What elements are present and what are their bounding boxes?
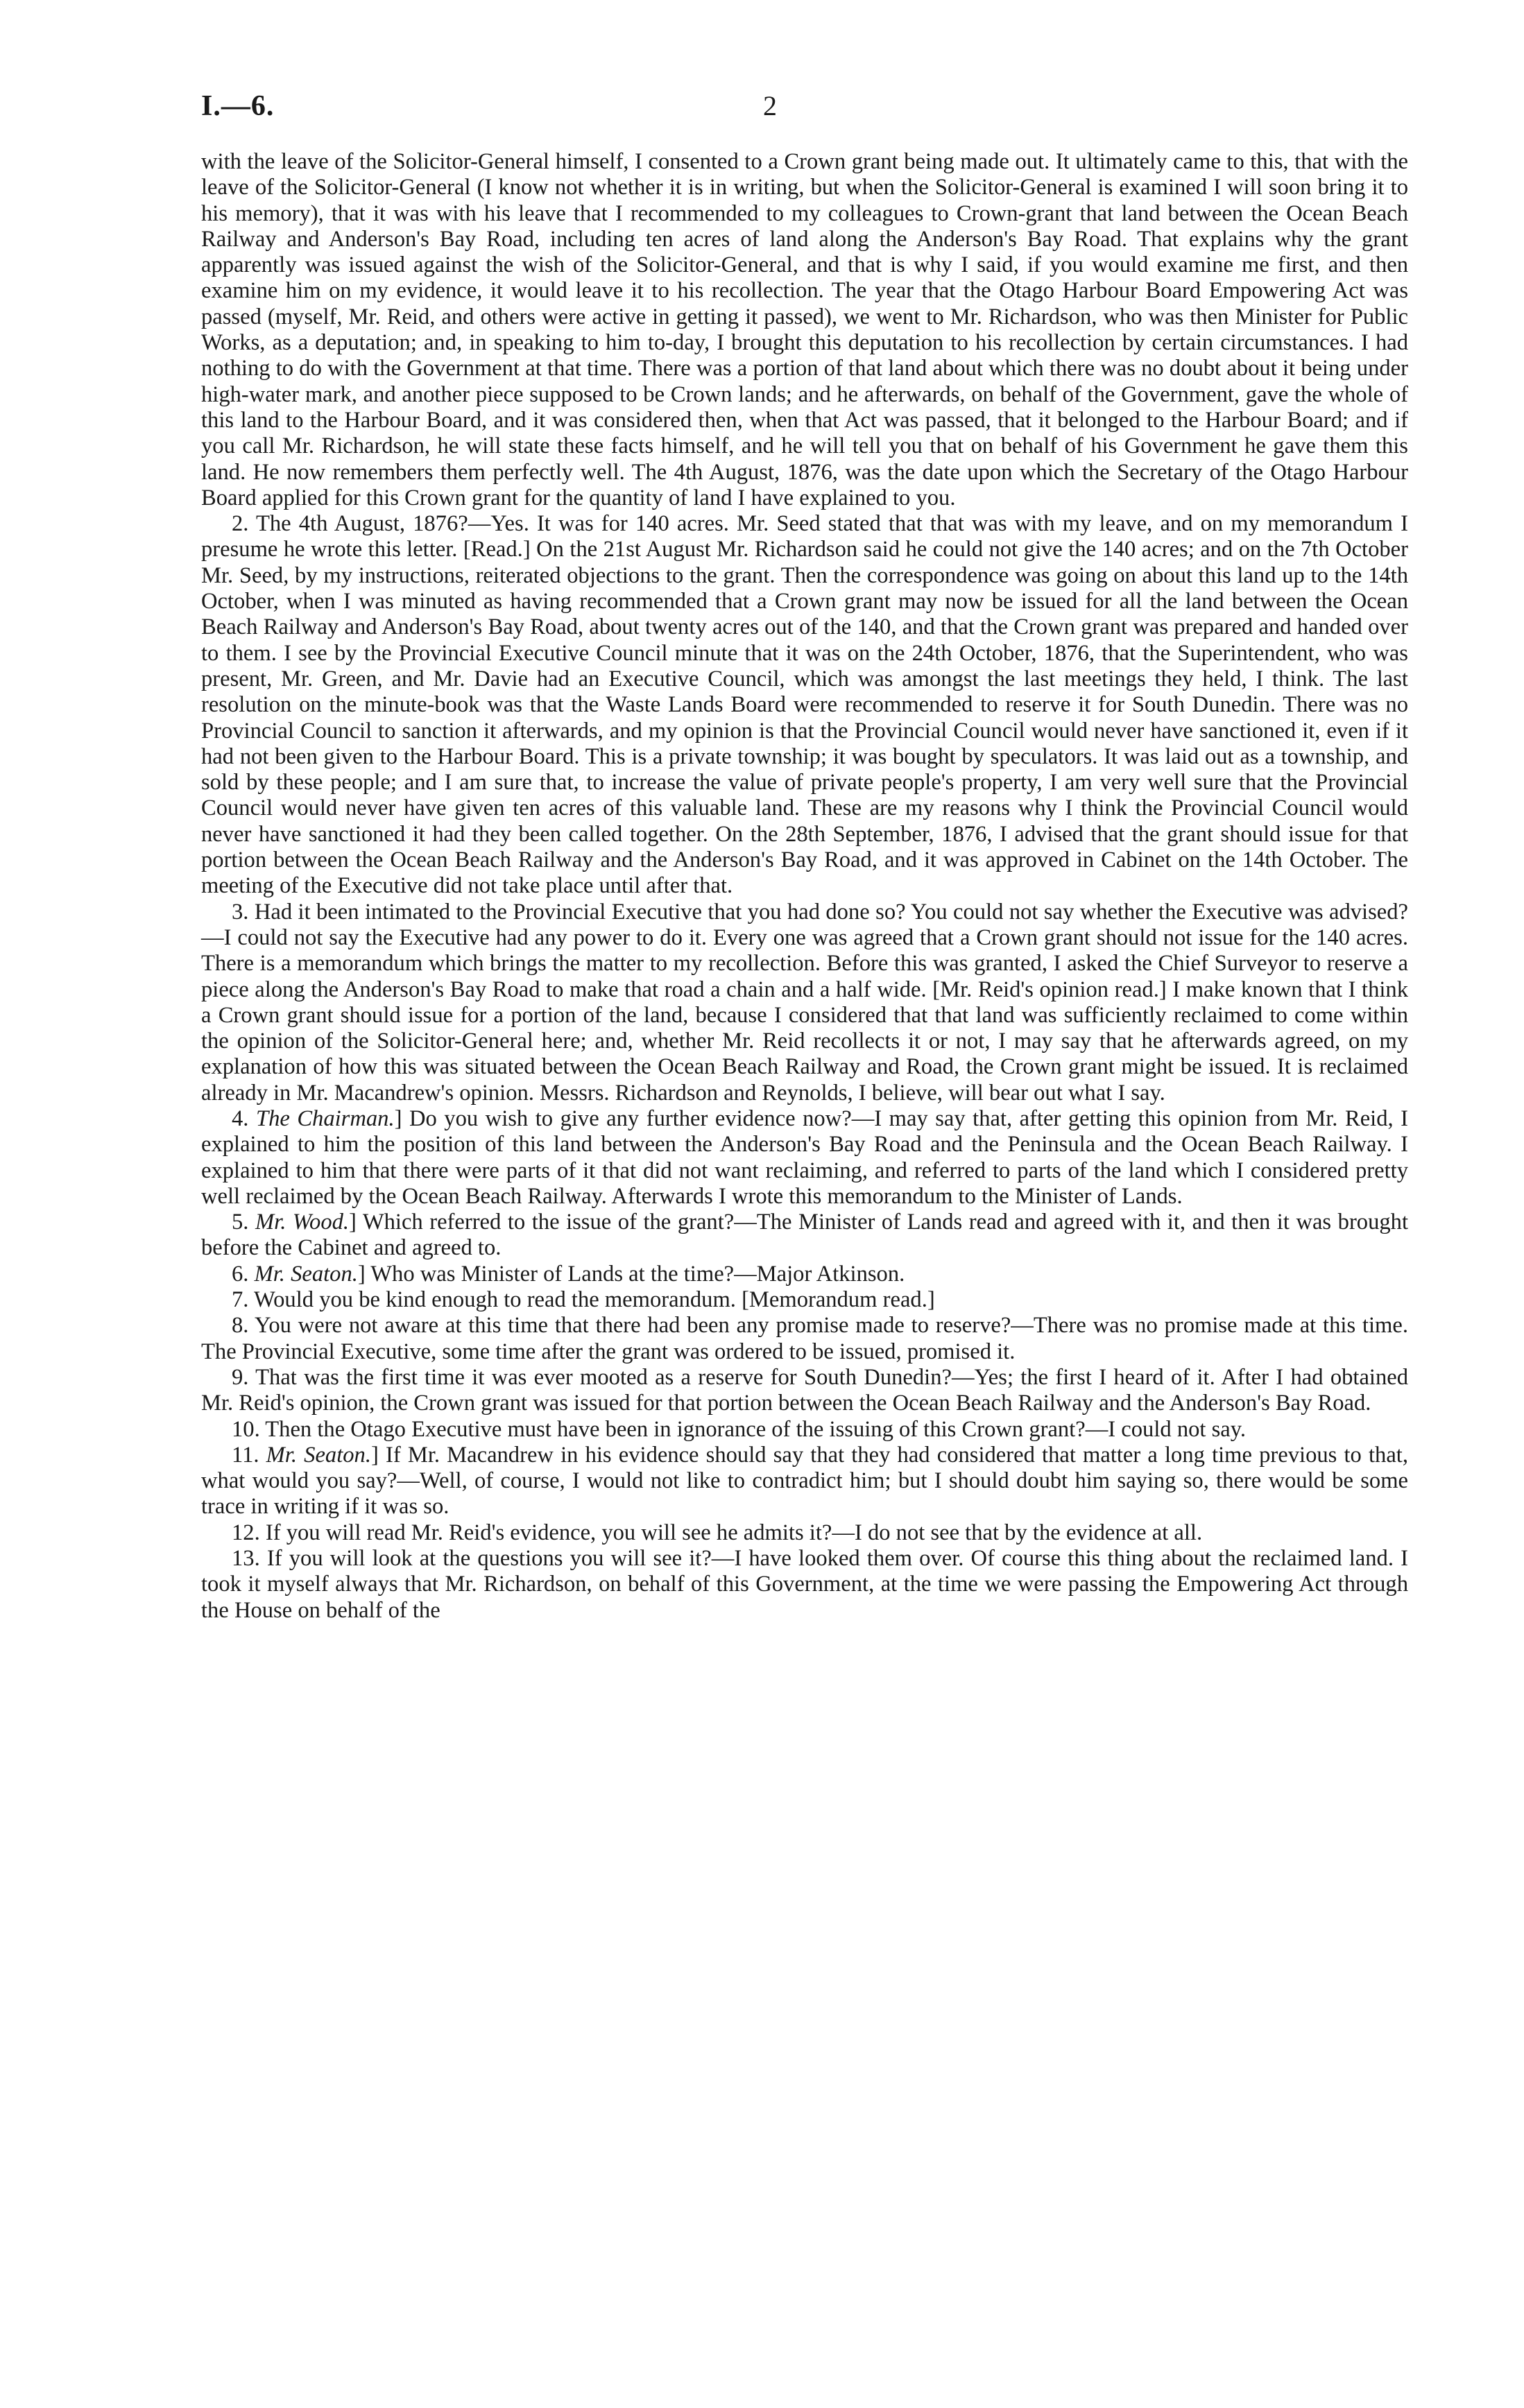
question-2: 2. The 4th August, 1876?—Yes. It was for 140 acres. Mr. Seed stated that that was with my leave, and on my memorandum I presume he wrote this letter. [Read.] On the 21st August Mr. Richardson said he could not give the 140 acres; and on the 7th October Mr. Seed, by my instructions, reiterated objections to the grant. Then the correspondence was going on about this land up to the 14th October, when I was minuted as having recommended that a Crown grant may now be issued for all the land between the Ocean Beach Railway and Anderson's Bay Road, about twenty acres out of the 140, and that the Crown grant was prepared and handed over to them. I see by the Provincial Executive Council minute that it was on the 24th October, 1876, that the Superintendent, who was present, Mr. Green, and Mr. Davie had an Executive Council, which was amongst the last meetings they held, I think. The last resolution on the minute-book was that the Waste Lands Board were recommended to reserve it for South Dunedin. There was no Provincial Council to sanction it afterwards, and my opinion is that the Provincial Council would never have sanctioned it, even if it had not been given to the Harbour Board. This is a private township; it was bought by speculators. It was laid out as a township, and sold by these people; and I am sure that, to increase the value of private people's property, I am very well sure that the Provincial Council would never have given ten acres of this valuable land. These are my reasons why I think the Provincial Council would never have sanctioned it had they been called together. On the 28th September, 1876, I advised that the grant should issue for that portion between the Ocean Beach Railway and the Anderson's Bay Road, and it was approved in Cabinet on the 14th October. The meeting of the Executive did not take place until after that. [201,511,1408,899]
question-4: 4. The Chairman.] Do you wish to give any further evidence now?—I may say that, after getting this opinion from Mr. Reid, I explained to him the position of this land between the Anderson's Bay Road and the Peninsula and the Ocean Beach Railway. I explained to him that there were parts of it that did not want reclaiming, and referred to parts of the land which I considered pretty well reclaimed by the Ocean Beach Railway. Afterwards I wrote this memorandum to the Minister of Lands. [201,1106,1408,1209]
speaker-attribution: The Chairman. [255,1106,395,1131]
page-body [201,149,1408,1624]
question-11: 11. Mr. Seaton.] If Mr. Macandrew in his evidence should say that they had considered that matter a long time previous to that, what would you say?—Well, of course, I would not like to contradict him; but I should doubt him saying so, there would be some trace in writing if it was so. [201,1442,1408,1520]
paragraph-continuation: with the leave of the Solicitor-General himself, I consented to a Crown grant being made out. It ultimately came to this, that with the leave of the Solicitor-General (I know not whether it is in writing, but when the Solicitor-General is examined I will soon bring it to his memory), that it was with his leave that I recommended to my colleagues to Crown-grant that land between the Ocean Beach Railway and Anderson's Bay Road, including ten acres of land along the Anderson's Bay Road. That explains why the grant apparently was issued against the wish of the Solicitor-General, and that is why I said, if you would examine me first, and then examine him on my evidence, it would leave it to his recollection. The year that the Otago Harbour Board Empowering Act was passed (myself, Mr. Reid, and others were active in getting it passed), we went to Mr. Richardson, who was then Minister for Public Works, as a deputation; and, in speaking to him to-day, I brought this deputation to his recollection by certain circumstances. I had nothing to do with the Government at that time. There was a portion of that land about which there was no doubt about it being under high-water mark, and another piece supposed to be Crown lands; and he afterwards, on behalf of the Government, gave the whole of this land to the Harbour Board, and it was considered then, when that Act was passed, that it belonged to the Harbour Board; and if you call Mr. Richardson, he will state these facts himself, and he will tell you that on behalf of his Government he gave them this land. He now remembers them perfectly well. The 4th August, 1876, was the date upon which the Secretary of the Otago Harbour Board applied for this Crown grant for the quantity of land I have explained to you. [201,149,1408,510]
question-6: 6. Mr. Seaton.] Who was Minister of Lands at the time?—Major Atkinson. [232,1261,905,1287]
question-10: 10. Then the Otago Executive must have been in ignorance of the issuing of this Crown grant?—I could not say. [232,1416,1247,1442]
question-3: 3. Had it been intimated to the Provincial Executive that you had done so? You could not say whether the Executive was advised?—I could not say the Executive had any power to do it. Every one was agreed that a Crown grant should not issue for the 140 acres. There is a memorandum which brings the matter to my recollection. Before this was granted, I asked the Chief Surveyor to reserve a piece along the Anderson's Bay Road to make that road a chain and a half wide. [Mr. Reid's opinion read.] I make known that I think a Crown grant should issue for a portion of the land, because I considered that that land was sufficiently reclaimed to come within the opinion of the Solicitor-General here; and, whether Mr. Reid recollects it or not, I may say that he afterwards agreed, on my explanation of how this was situated between the Ocean Beach Railway and Road, the Crown grant might be issued. It is reclaimed already in Mr. Macandrew's opinion. Messrs. Richardson and Reynolds, I believe, will bear out what I say. [201,899,1408,1106]
question-5: 5. Mr. Wood.] Which referred to the issue of the grant?—The Minister of Lands read and agreed with it, and then it was brought before the Cabinet and agreed to. [201,1210,1409,1261]
question-8: 8. You were not aware at this time that there had been any promise made to reserve?—There was no promise made at this time. The Provincial Executive, some time after the grant was ordered to be issued, promised it. [201,1313,1408,1364]
question-9: 9. That was the first time it was ever mooted as a reserve for South Dunedin?—Yes; the first I heard of it. After I had obtained Mr. Reid's opinion, the Crown grant was issued for that portion between the Ocean Beach Railway and the Anderson's Bay Road. [201,1364,1408,1416]
speaker-attribution: Mr. Seaton. [254,1261,358,1287]
question-7: 7. Would you be kind enough to read the memorandum. [Memorandum read.] [232,1287,935,1313]
page-number: 2 [763,90,777,121]
document-reference: I.—6. [201,90,275,122]
speaker-attribution: Mr. Wood. [255,1210,350,1235]
page-header [201,89,1408,130]
question-13: 13. If you will look at the questions you will see it?—I have looked them over. Of course this thing about the reclaimed land. I took it myself always that Mr. Richardson, on behalf of this Government, at the time we were passing the Empowering Act through the House on behalf of the [201,1546,1408,1623]
question-12: 12. If you will read Mr. Reid's evidence, you will see he admits it?—I do not see that by the evidence at all. [232,1520,1203,1545]
speaker-attribution: Mr. Seaton. [266,1442,371,1468]
